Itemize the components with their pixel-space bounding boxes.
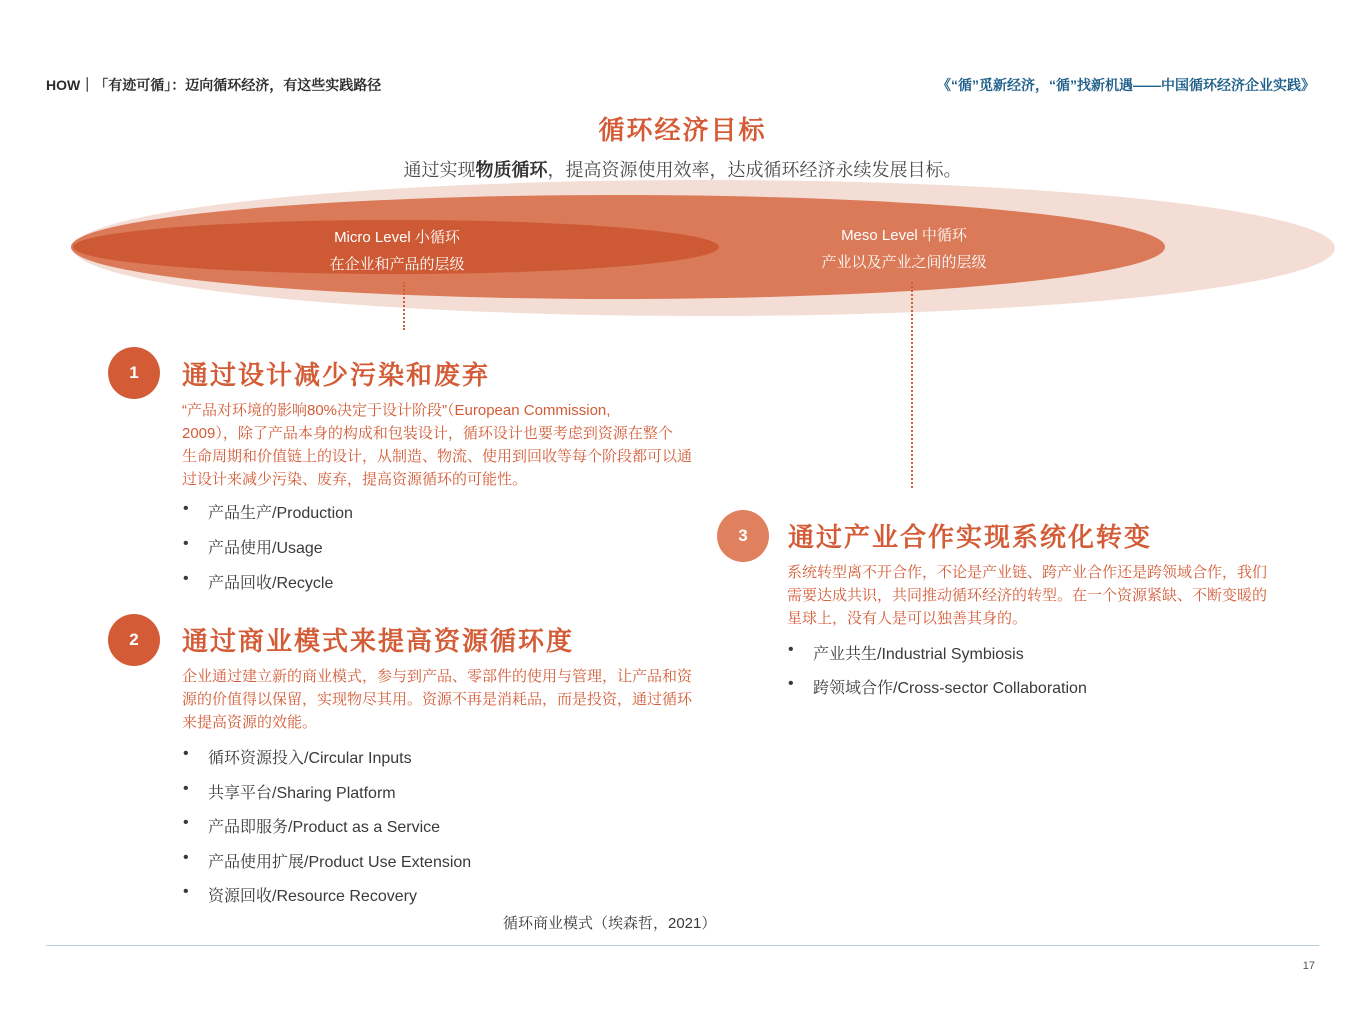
level-ellipses-diagram (0, 180, 1365, 325)
goal-subtitle-bold: 物质循环 (475, 160, 548, 180)
business-model-caption: 循环商业模式（埃森哲，2021） (503, 915, 717, 932)
section-1-number-badge: 1 (108, 347, 160, 399)
section-2-desc-line: 企业通过建立新的商业模式，参与到产品、零部件的使用与管理，让产品和资 (182, 668, 693, 685)
section-3-desc-line: 星球上，没有人是可以独善其身的。 (787, 610, 1028, 627)
section-1-desc-line: 2009），除了产品本身的构成和包装设计，循环设计也要考虑到资源在整个 (182, 425, 673, 442)
section-1-desc-line: 生命周期和价值链上的设计，从制造、物流、使用到回收等每个阶段都可以通 (182, 448, 693, 465)
micro-level-label (290, 224, 504, 278)
section-3-description (787, 561, 1327, 630)
section-3-desc-line: 系统转型离不开合作，不论是产业链、跨产业合作还是跨领域合作，我们 (787, 564, 1268, 581)
page-number: 17 (1302, 960, 1315, 972)
list-item: • 产业共生/Industrial Symbiosis (788, 641, 1087, 675)
list-item: • 资源回收/Resource Recovery (183, 883, 471, 918)
section-1-title: 通过设计减少污染和废弃 (182, 360, 491, 390)
micro-level-line1: Micro Level 小循环 (334, 229, 460, 246)
meso-level-line1: Meso Level 中循环 (841, 227, 967, 244)
section-3-title: 通过产业合作实现系统化转变 (788, 522, 1153, 552)
section-2-title: 通过商业模式来提高资源循环度 (182, 626, 575, 656)
section-2-desc-line: 来提高资源的效能。 (182, 714, 318, 731)
list-item: • 跨领域合作/Cross-sector Collaboration (788, 675, 1087, 709)
section-1-list (183, 500, 353, 605)
section-2-description (182, 665, 742, 734)
list-item: • 产品生产/Production (183, 500, 353, 535)
section-1-description (182, 399, 742, 491)
goal-subtitle (0, 156, 1365, 182)
section-3-list (788, 641, 1087, 709)
section-3-desc-line: 需要达成共识，共同推动循环经济的转型。在一个资源紧缺、不断变暖的 (787, 587, 1268, 604)
header-left-title: HOW｜「有迹可循」：迈向循环经济，有这些实践路径 (46, 77, 382, 93)
meso-level-line2: 产业以及产业之间的层级 (821, 254, 987, 271)
header-report-title: 《“循”觅新经济，“循”找新机遇——中国循环经济企业实践》 (937, 77, 1315, 93)
list-item: • 循环资源投入/Circular Inputs (183, 745, 471, 780)
section-1-desc-line: 过设计来减少污染、废弃，提高资源循环的可能性。 (182, 471, 528, 488)
list-item: • 产品即服务/Product as a Service (183, 814, 471, 849)
goal-subtitle-pre: 通过实现 (403, 160, 476, 180)
section-2-list (183, 745, 471, 918)
goal-subtitle-post: ，提高资源使用效率，达成循环经济永续发展目标。 (547, 160, 962, 180)
list-item: • 共享平台/Sharing Platform (183, 780, 471, 815)
section-2-number-badge: 2 (108, 614, 160, 666)
meso-level-label (794, 222, 1014, 276)
section-3-number-badge: 3 (717, 510, 769, 562)
micro-level-line2: 在企业和产品的层级 (329, 256, 465, 273)
list-item: • 产品回收/Recycle (183, 570, 353, 605)
section-2-desc-line: 源的价值得以保留，实现物尽其用。资源不再是消耗品，而是投资，通过循环 (182, 691, 693, 708)
section-1-desc-line: “产品对环境的影响80%决定于设计阶段”（European Commission, (182, 402, 611, 419)
list-item: • 产品使用扩展/Product Use Extension (183, 849, 471, 884)
list-item: • 产品使用/Usage (183, 535, 353, 570)
meso-connector-line (911, 282, 913, 488)
footer-divider (46, 945, 1319, 946)
micro-connector-line (403, 282, 405, 330)
goal-title: 循环经济目标 (598, 115, 767, 145)
